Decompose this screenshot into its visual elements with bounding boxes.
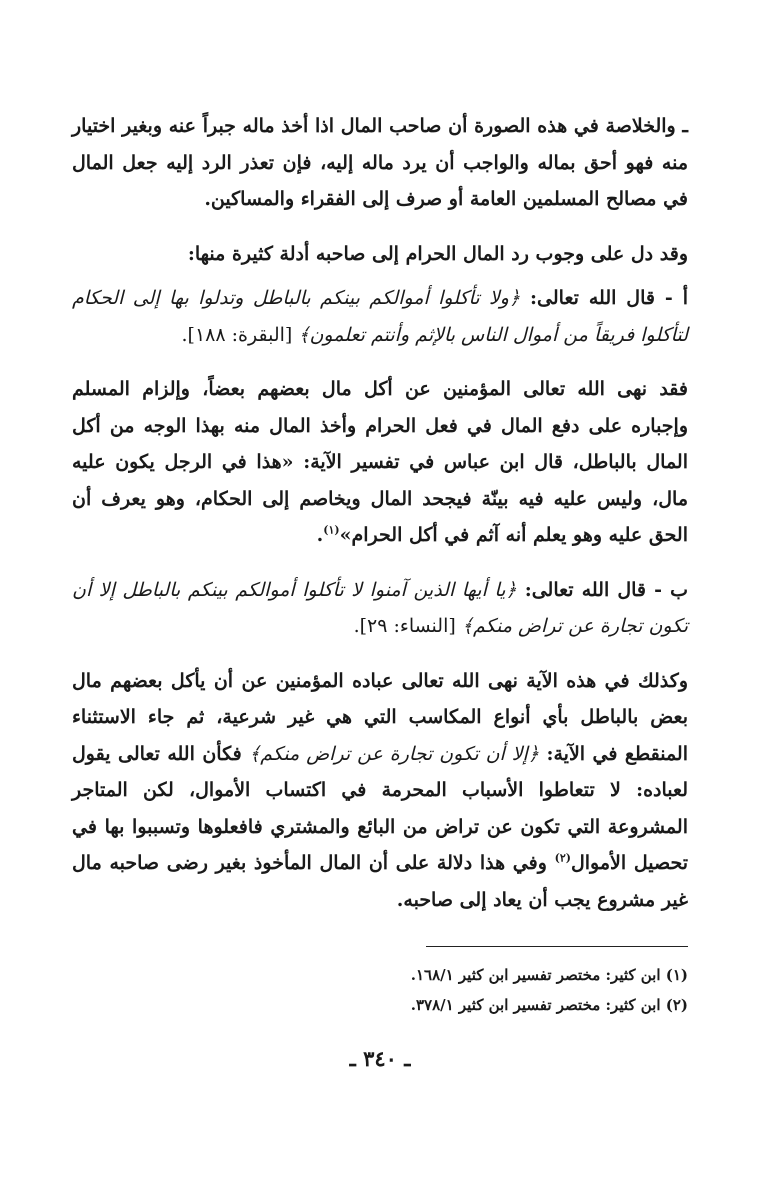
paragraph-explanation-b [72,663,688,919]
footnote-marker-2[interactable]: (٢) [554,851,571,865]
page-number: ـ ٣٤٠ ـ [349,1046,411,1071]
footnote-marker-1[interactable]: (١) [323,523,340,537]
evidence-b [72,572,688,645]
paragraph-summary [72,108,688,218]
footnotes [72,960,688,1020]
quran-verse-nisa: ﴿يا أيها الذين آمنوا لا تأكلوا أموالكم بينكم بالباطل إلا أن تكون تجارة عن تراض منكم﴾ [72,578,688,637]
verse-reference-nisa: [النساء: ٢٩]. [353,615,462,637]
paragraph-summary-text: ـ والخلاصة في هذه الصورة أن صاحب المال اذا أخذ ماله جبراً عنه وبغير اختيار منه فهو أحق بماله والواجب أن يرد ماله إليه، فإن تعذر الرد إليه جعل المال في مصالح المسلمين العامة أو صرف إلى الفقراء والمساكين. [72,115,688,210]
paragraph-explanation-b-part3: وفي هذا دلالة على أن المال المأخوذ بغير رضى صاحبه مال غير مشروع يجب أن يعاد إلى صاحبه. [72,852,688,911]
paragraph-explanation-b-part2: فكأن الله تعالى يقول لعباده: لا تتعاطوا الأسباب المحرمة في اكتساب الأموال، لكن المتاجر المشروعة التي تكون عن تراض من البائع والمشتري فافعلوها وتسببوا بها في تحصيل الأموال [72,742,689,874]
quran-verse-baqarah: ﴿ولا تأكلوا أموالكم بينكم بالباطل وتدلوا بها إلى الحكام لتأكلوا فريقاً من أموال الناس بالإثم وأنتم تعلمون﴾ [72,287,688,346]
paragraph-explanation-b-part1: وكذلك في هذه الآية نهى الله تعالى عباده المؤمنين عن أن يأكل بعضهم مال بعض بالباطل بأي أنواع المكاسب التي هي غير شرعية، ثم جاء الاستثناء المنقطع في الآية: [72,669,688,765]
quran-verse-exception: ﴿إلا أن تكون تجارة عن تراض منكم﴾ [249,742,539,765]
paragraph-explanation-a-end: . [316,524,324,546]
evidence-a [72,280,688,353]
verse-reference-baqarah: [البقرة: ١٨٨]. [181,323,299,346]
paragraph-explanation-a-text: فقد نهى الله تعالى المؤمنين عن أكل مال بعضهم بعضاً، وإلزام المسلم وإجباره على دفع المال في فعل الحرام وأخذ المال منه بهذا الوجه من أكل المال بالباطل، قال ابن عباس في تفسير الآية: «هذا في الرجل يكون عليه مال، وليس عليه فيه بينّة فيجحد المال ويخاصم إلى الحكام، وهو يعرف أن الحق عليه وهو يعلم أنه آثم في أكل الحرام» [72,378,688,546]
page-body [72,108,688,918]
footnote-divider [426,946,688,947]
paragraph-evidence-intro [72,236,688,273]
footnote-1: (١) ابن كثير: مختصر تفسير ابن كثير ١٦٨/١. [410,966,688,984]
paragraph-evidence-intro-text: وقد دل على وجوب رد المال الحرام إلى صاحبه أدلة كثيرة منها: [187,242,688,265]
evidence-b-intro: ب - قال الله تعالى: [516,578,688,601]
evidence-a-intro: أ - قال الله تعالى: [520,287,688,309]
footnote-2: (٢) ابن كثير: مختصر تفسير ابن كثير ٣٧٨/١. [410,996,688,1014]
paragraph-explanation-a [72,371,688,554]
